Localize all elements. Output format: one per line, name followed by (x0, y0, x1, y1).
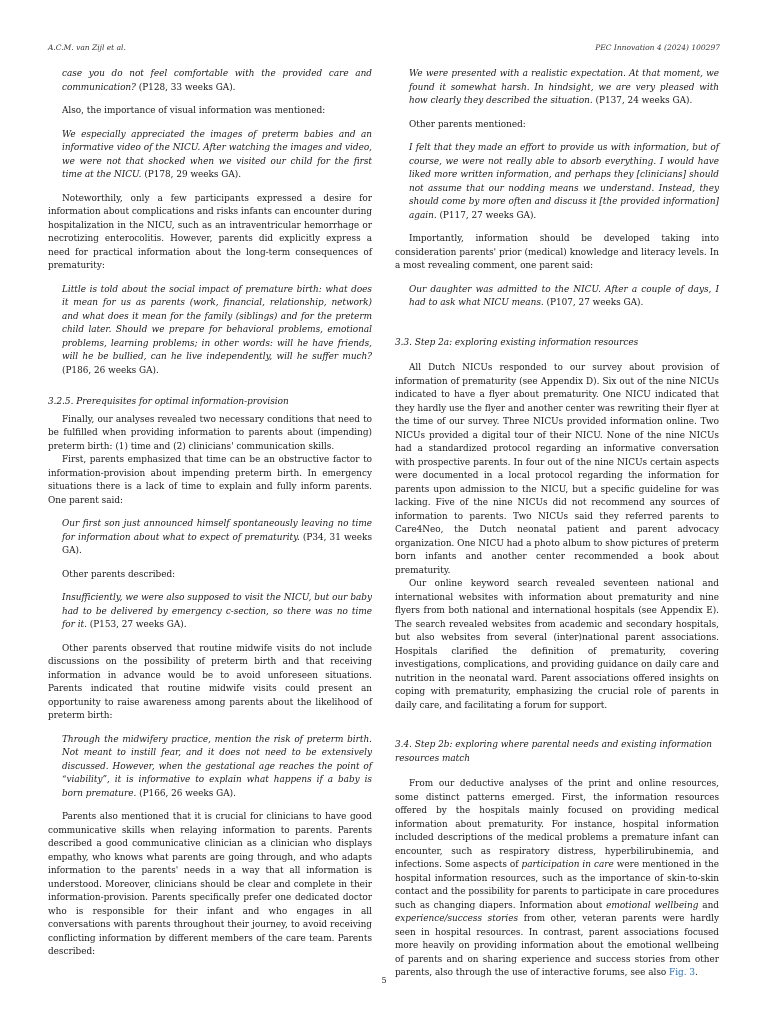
quote: We were presented with a realistic expectation. At that moment, we found it somewhat harsh. In hindsight, we are very pleased with how clearly they described the situation. (P137, 24 weeks GA). (409, 69, 719, 106)
paragraph: Importantly, information should be developed taking into consideration parents' prior (medical) knowledge and literacy levels. In a most revealing comment, one parent said: (395, 234, 719, 271)
figure-3-link[interactable]: Fig. 3 (669, 968, 696, 978)
right-column (395, 68, 719, 981)
paragraph: First, parents emphasized that time can be an obstructive factor to information-provision about impending preterm birth. In emergency situations there is a lack of time to explain and fully inform parents. One parent said: (48, 455, 372, 506)
paragraph: Noteworthily, only a few participants expressed a desire for information about complications and risks infants can encounter during hospitalization in the NICU, such as an intraventricular hemorrhage or necrotizing enterocolitis. However, parents did explicitly express a need for practical information about the long-term consequences of prematurity: (48, 193, 372, 271)
paragraph: Also, the importance of visual information was mentioned: (62, 106, 326, 116)
quote: Through the midwifery practice, mention the risk of preterm birth. Not meant to instill fear, and it does not need to be extensively discussed. However, when the gestational age reaches the point of “viability”, it is informative to explain what happens if a baby is born premature. (P166, 26 weeks GA). (62, 734, 372, 799)
paragraph: Other parents mentioned: (409, 119, 526, 130)
page-number: 5 (381, 976, 387, 985)
running-header-authors: A.C.M. van Zijl et al. (48, 43, 126, 52)
quote: Our daughter was admitted to the NICU. After a couple of days, I had to ask what NICU means. (P107, 27 weeks GA). (409, 284, 719, 308)
running-header-journal: PEC Innovation 4 (2024) 100297 (595, 43, 720, 52)
quote: Our first son just announced himself spontaneously leaving no time for information about what to expect of prematurity. (P34, 31 weeks GA). (62, 519, 372, 556)
paragraph: Other parents observed that routine midwife visits do not include discussions on the possibility of preterm birth and that receiving information in advance would be to avoid unforeseen situations. Parents indicated that routine midwife visits could present an opportunity to raise awareness among parents about the likelihood of preterm birth: (48, 643, 372, 721)
quote: We especially appreciated the images of preterm babies and an informative video of the NICU. After watching the images and video, we were not that shocked when we visited our child for the first time at the NICU. (P178, 29 weeks GA). (62, 129, 372, 180)
section-heading-3-2-5: 3.2.5. Prerequisites for optimal information-provision (48, 397, 289, 407)
left-column (48, 68, 372, 960)
quote: Little is told about the social impact of premature birth: what does it mean for us as parents (work, financial, relationship, network) and what does it mean for the family (siblings) and for the preterm child later. Should we prepare for behavioral problems, emotional problems, learning problems; in other words: will he have friends, will he be bullied, can he live independently, will he suffer much? (P186, 26 weeks GA). (62, 284, 372, 376)
paragraph: Other parents described: (62, 569, 176, 580)
paragraph: From our deductive analyses of the print and online resources, some distinct patterns emerged. First, the information resources offered by the hospitals mainly focused on providing medical information about prematurity. For instance, hospital information included descriptions of the medical problems a premature infant can encounter, such as respiratory distress, hyperbilirubinemia, and infections. Some aspects of participation in care were mentioned in the hospital information resources, such as the importance of skin-to-skin contact and the possibility for parents to participate in care procedures such as changing diapers. Information about emotional wellbeing and experience/success stories from other, veteran parents were hardly seen in hospital resources. In contrast, parent associations focused more heavily on providing information about the emotional wellbeing of parents and on sharing experience and success stories from other parents, also through the use of interactive forums, see also Fig. 3. (395, 779, 720, 978)
section-heading-3-3: 3.3. Step 2a: exploring existing information resources (395, 337, 639, 348)
quote: case you do not feel comfortable with the provided care and communication? (P128, 33 weeks GA). (62, 69, 372, 93)
paragraph: All Dutch NICUs responded to our survey about provision of information of prematurity (see Appendix D). Six out of the nine NICUs indicated to have a flyer about prematurity. One NICU indicated that they hardly use the flyer and another center was rewriting their flyer at the time of our survey. Three NICUs provided information online. Two NICUs provided a digital tour of their NICU. None of the nine NICUs had a standardized protocol regarding an informative conversation with prospective parents. In four out of the nine NICUs certain aspects were documented in a local protocol regarding the information for parents upon admission to the NICU, but a specific guideline for was lacking. Five of the nine NICUs did not recommend any sources of information to parents. Two NICUs said they referred parents to Care4Neo, the Dutch neonatal patient and parent advocacy organization. One NICU had a photo album to show pictures of preterm born infants and another center recommended a book about prematurity. (395, 363, 719, 576)
quote: I felt that they made an effort to provide us with information, but of course, we were not really able to absorb everything. I would have liked more written information, and perhaps they [clinicians] should not assume that our nodding means we understand. Instead, they should come by more often and discuss it [the provided information] again. (P117, 27 weeks GA). (409, 143, 719, 221)
quote: Insufficiently, we were also supposed to visit the NICU, but our baby had to be delivered by emergency c-section, so there was no time for it. (P153, 27 weeks GA). (62, 593, 372, 630)
section-heading-3-4: 3.4. Step 2b: exploring where parental needs and existing information resources match (395, 740, 712, 764)
paragraph: Finally, our analyses revealed two necessary conditions that need to be fulfilled when providing information to parents about (impending) preterm birth: (1) time and (2) clinicians' communication skills. (48, 414, 372, 452)
paragraph: Parents also mentioned that it is crucial for clinicians to have good communicative skills when relaying information to parents. Parents described a good communicative clinician as a clinician who displays empathy, who knows what parents are going through, and who adapts information to the parents' needs in a way that all information is understood. Moreover, clinicians should be clear and complete in their information-provision. Parents specifically prefer one dedicated doctor who is responsible for their infant and who engages in all conversations with parents throughout their journey, to avoid receiving conflicting information by different members of the care team. Parents described: (48, 812, 372, 957)
paragraph: Our online keyword search revealed seventeen national and international websites with information about prematurity and nine flyers from both national and international hospitals (see Appendix E). The search revealed websites from academic and secondary hospitals, but also websites from several (inter)national parent associations. Hospitals clarified the definition of prematurity, covering investigations, complications, and providing guidance on daily care and nutrition in the neonatal ward. Parent associations offered insights on coping with prematurity, emphasizing the crucial role of parents in daily care, and facilitating a forum for support. (395, 579, 719, 711)
